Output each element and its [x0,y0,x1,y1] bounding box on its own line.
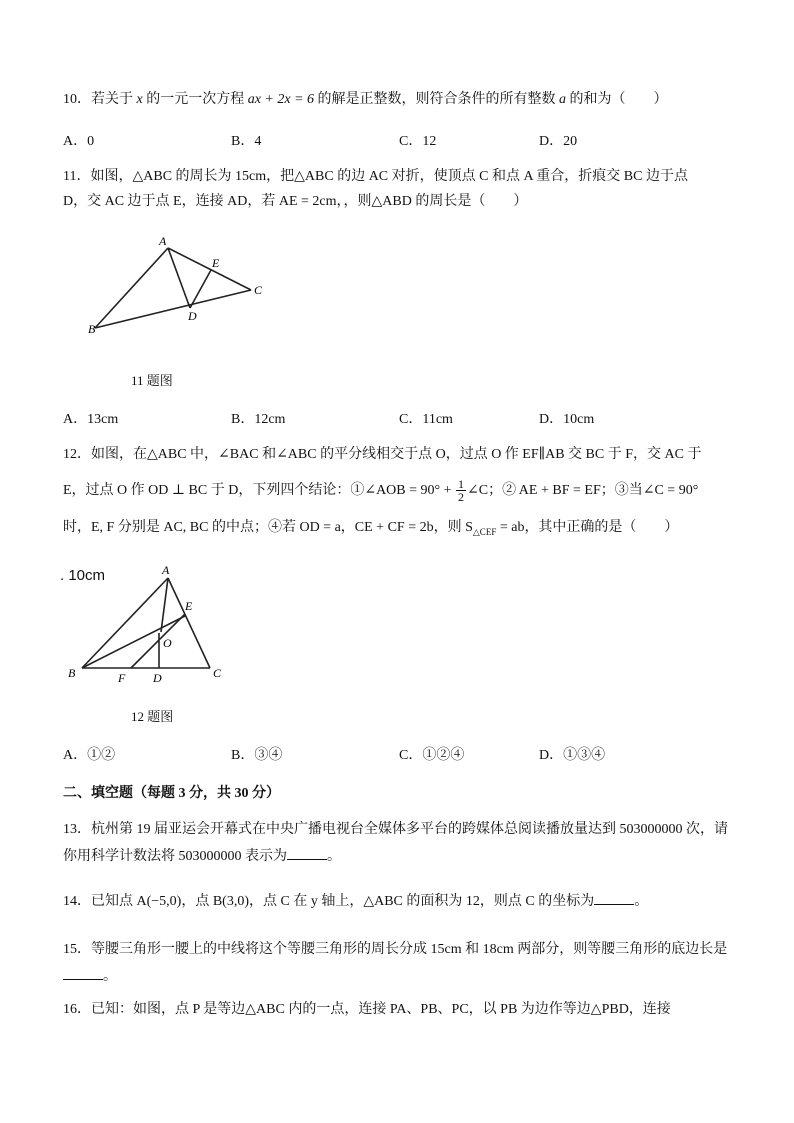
q10-option-b: B．4 [231,134,262,149]
q12-line3-a: 时，E, F 分别是 AC, BC 的中点；④若 OD = a，CE + CF = 2b，则 S [63,520,473,535]
q12-label-c: C [213,666,222,680]
q10-text-a: 10．若关于 [63,92,137,107]
q12-label-f: F [118,671,126,685]
q14-answer-blank[interactable] [594,890,634,905]
q12-frac-num: 1 [458,477,465,492]
q11-label-a: A [159,234,167,248]
q11-option-c: C．11cm [399,412,453,427]
q11-option-b: B．12cm [231,412,286,427]
q12-side-ab [82,578,168,668]
q16-stem-line1: 16．已知：如图，点 P 是等边△ABC 内的一点，连接 PA、PB、PC，以 PB 为边作等边△PBD，连接 [63,1002,671,1017]
q10-text-d: 的和为（ ） [566,92,668,107]
q11-caption: 11 题图 [131,373,173,388]
q10-option-c: C．12 [399,134,437,149]
q12-line2-a: E，过点 O 作 OD ⊥ BC 于 D，下列四个结论：①∠AOB = 90° + [63,483,456,498]
q13-answer-blank[interactable] [287,845,327,860]
q12-label-o: O [163,636,172,650]
q10-option-a: A．0 [63,134,95,149]
q10-option-d: D．20 [539,134,578,149]
q12-option-a: A．①② [63,748,116,763]
q12-stem-line1: 12．如图，在△ABC 中，∠BAC 和∠ABC 的平分线相交于点 O，过点 O 作 EF∥AB 交 BC 于 F，交 AC 于 [63,447,702,462]
q13-line2-text: 你用科学计数法将 503000000 表示为 [63,849,287,864]
q11-option-d: D．10cm [539,412,595,427]
q10-var-x: x [136,92,143,107]
q14-stem [63,890,648,912]
q12-line3-b: = ab，其中正确的是（ ） [496,520,679,535]
q12-option-c: C．①②④ [399,748,465,763]
q12-option-d: D．①③④ [539,748,606,763]
section-2-title: 二、填空题（每题 3 分，共 30 分） [63,786,280,801]
q12-line2-b: ∠C；② AE + BF = EF；③当∠C = 90° [467,483,699,498]
q12-side-ac [168,578,210,668]
q15-stem-line2 [63,965,117,987]
q11-side-ab [95,248,168,328]
q12-fraction [456,478,466,503]
q12-frac-den: 2 [458,490,465,505]
q15-stem-line1: 15．等腰三角形一腰上的中线将这个等腰三角形的周长分成 15cm 和 18cm 两部分，则等腰三角形的底边长是 [63,942,728,957]
q12-fig-overlay-text: . 10cm [60,567,106,584]
q12-option-b: B．③④ [231,748,283,763]
q14-end: 。 [634,894,649,909]
q11-label-e: E [212,256,220,270]
q11-side-bc [95,290,251,328]
q10-equation: ax + 2x = 6 [247,92,315,107]
q13-line2-end: 。 [327,849,341,864]
q14-text: 14．已知点 A(−5,0)，点 B(3,0)，点 C 在 y 轴上，△ABC 的面积为 12，则点 C 的坐标为 [63,894,595,909]
q11-stem-line1: 11．如图，△ABC 的周长为 15cm，把△ABC 的边 AC 对折，使顶点 C 和点 A 重合，折痕交 BC 边于点 [63,169,688,184]
q12-stem-line3 [63,518,678,542]
q12-label-e: E [185,599,193,613]
q10-text-b: 的一元一次方程 [142,92,248,107]
q11-option-a: A．13cm [63,412,119,427]
q10-stem [63,90,668,110]
q12-segment-ef [131,614,185,668]
q12-caption: 12 题图 [131,709,174,724]
q12-label-b: B [68,666,76,680]
q12-label-d: D [153,671,162,685]
q10-var-a: a [559,92,567,107]
q12-line3-sub: △CEF [472,526,497,537]
q12-label-a: A [162,563,170,577]
q12-figure [60,560,240,685]
q12-bisector-a [161,578,168,632]
q15-answer-blank[interactable] [63,965,103,980]
q10-text-c: 的解是正整数，则符合条件的所有整数 [314,92,560,107]
q15-end: 。 [103,969,117,984]
q12-stem-line2 [63,478,698,504]
q13-stem-line2 [63,845,341,867]
q11-label-b: B [88,322,96,336]
q11-label-c: C [254,283,263,297]
q11-figure [80,228,280,340]
q11-stem-line2: D，交 AC 边于点 E，连接 AD，若 AE = 2cm，，则△ABD 的周长是（ ） [63,194,528,209]
q13-stem-line1: 13．杭州第 19 届亚运会开幕式在中央广播电视台全媒体多平台的跨媒体总阅读播放量达到 503000000 次，请 [63,822,728,837]
q11-label-d: D [188,309,197,323]
